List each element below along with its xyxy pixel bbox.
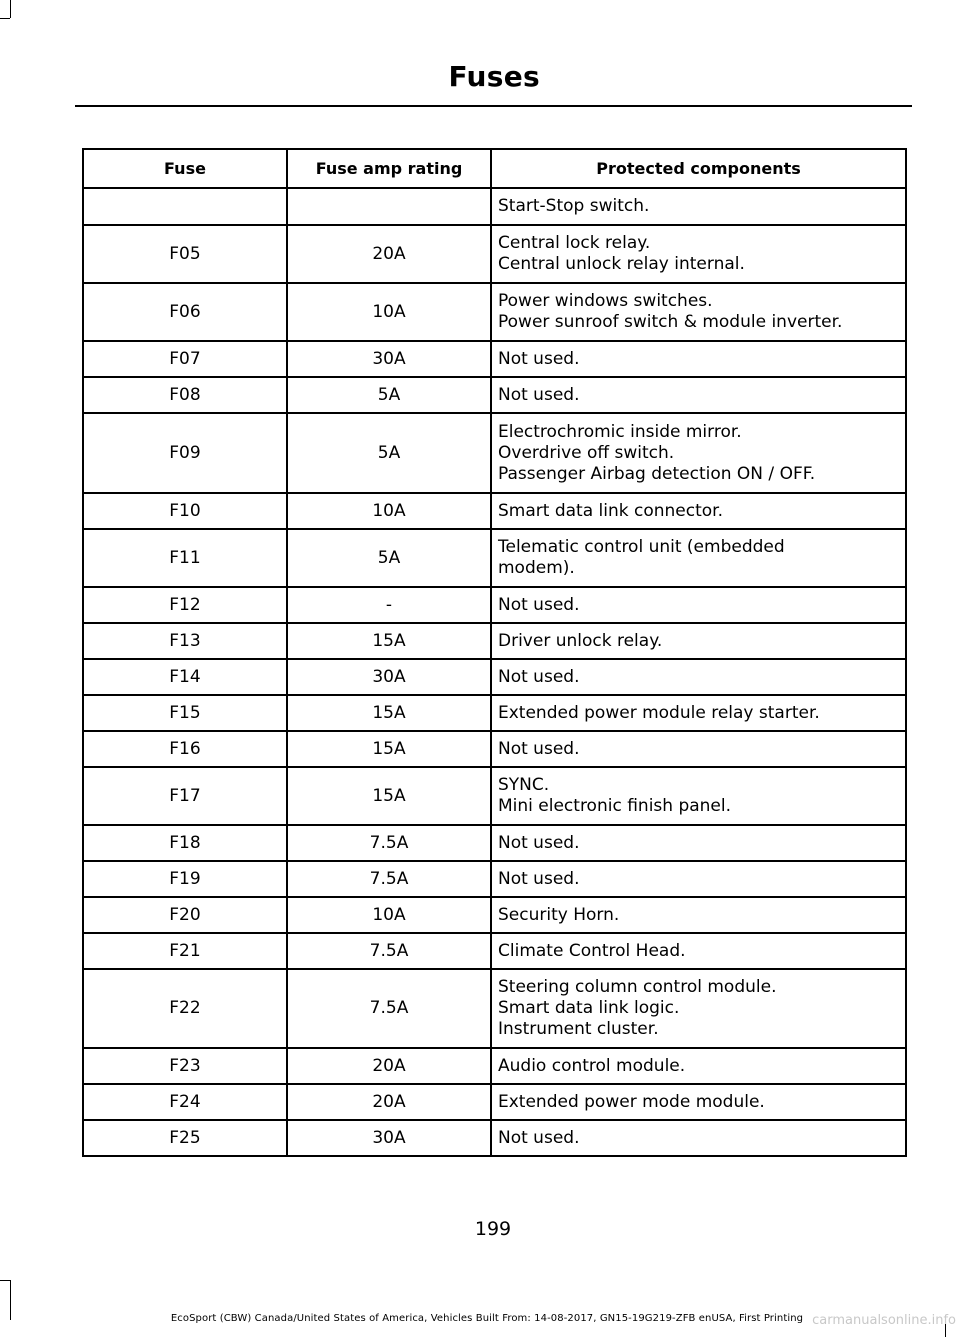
cell-protected-components — [491, 283, 906, 341]
component-line: Climate Control Head. — [498, 940, 686, 961]
component-line: SYNC. — [498, 775, 550, 795]
cell-protected-components — [491, 897, 906, 933]
cell-fuse: F23 — [83, 1048, 287, 1084]
cell-amp-rating: 5A — [287, 413, 491, 493]
cell-protected-components — [491, 529, 906, 587]
table-row — [83, 377, 906, 413]
fuse-table — [82, 148, 907, 1157]
component-line: Power windows switches. — [498, 291, 713, 311]
table-row — [83, 493, 906, 529]
cell-fuse: F08 — [83, 377, 287, 413]
cell-protected-components — [491, 933, 906, 969]
component-line: Central unlock relay internal. — [498, 254, 745, 274]
cell-protected-components — [491, 587, 906, 623]
cell-fuse: F10 — [83, 493, 287, 529]
table-row — [83, 969, 906, 1048]
table-row — [83, 341, 906, 377]
cell-protected-components — [491, 377, 906, 413]
table-row — [83, 825, 906, 861]
table-row — [83, 933, 906, 969]
cell-fuse: F14 — [83, 659, 287, 695]
component-line: Smart data link logic. — [498, 998, 680, 1018]
cell-protected-components — [491, 1120, 906, 1156]
cell-amp-rating: 7.5A — [287, 825, 491, 861]
table-row — [83, 188, 906, 225]
cell-amp-rating: 7.5A — [287, 969, 491, 1048]
cell-fuse: F19 — [83, 861, 287, 897]
component-line: Start-Stop switch. — [498, 196, 650, 216]
component-line: Not used. — [498, 738, 580, 759]
cell-amp-rating: - — [287, 587, 491, 623]
component-line: Extended power mode module. — [498, 1091, 765, 1112]
crop-mark — [0, 18, 10, 19]
table-row — [83, 529, 906, 587]
table-row — [83, 1048, 906, 1084]
cell-amp-rating: 10A — [287, 897, 491, 933]
cell-fuse: F12 — [83, 587, 287, 623]
table-row — [83, 695, 906, 731]
cell-protected-components — [491, 188, 906, 225]
cell-protected-components — [491, 659, 906, 695]
cell-protected-components — [491, 767, 906, 825]
cell-amp-rating: 15A — [287, 731, 491, 767]
cell-protected-components — [491, 341, 906, 377]
cell-protected-components — [491, 493, 906, 529]
cell-fuse: F11 — [83, 529, 287, 587]
cell-amp-rating: 10A — [287, 283, 491, 341]
component-line: Not used. — [498, 384, 580, 405]
table-row — [83, 1084, 906, 1120]
cell-fuse: F24 — [83, 1084, 287, 1120]
cell-protected-components — [491, 1084, 906, 1120]
table-row — [83, 731, 906, 767]
cell-amp-rating: 5A — [287, 377, 491, 413]
cell-fuse: F13 — [83, 623, 287, 659]
footer-text: EcoSport (CBW) Canada/United States of America, Vehicles Built From: 14-08-2017, GN15-19G219-ZFB enUSA, First Printing — [170, 1313, 804, 1324]
cell-fuse — [83, 188, 287, 225]
cell-protected-components — [491, 969, 906, 1048]
cell-amp-rating: 15A — [287, 695, 491, 731]
cell-protected-components — [491, 225, 906, 283]
column-header-amp-rating: Fuse amp rating — [287, 149, 491, 188]
cell-fuse: F05 — [83, 225, 287, 283]
cell-amp-rating: 7.5A — [287, 933, 491, 969]
cell-fuse: F20 — [83, 897, 287, 933]
column-header-fuse: Fuse — [83, 149, 287, 188]
component-line: Not used. — [498, 666, 580, 687]
crop-mark — [10, 0, 11, 18]
component-line: Not used. — [498, 348, 580, 369]
cell-fuse: F18 — [83, 825, 287, 861]
cell-fuse: F21 — [83, 933, 287, 969]
cell-amp-rating — [287, 188, 491, 225]
cell-amp-rating: 10A — [287, 493, 491, 529]
component-line: Passenger Airbag detection ON / OFF. — [498, 463, 816, 484]
cell-protected-components — [491, 623, 906, 659]
cell-amp-rating: 15A — [287, 623, 491, 659]
cell-fuse: F06 — [83, 283, 287, 341]
cell-fuse: F22 — [83, 969, 287, 1048]
component-line: Overdrive off switch. — [498, 442, 675, 463]
watermark: carmanualsonline.info — [812, 1313, 956, 1328]
cell-amp-rating: 7.5A — [287, 861, 491, 897]
cell-amp-rating: 15A — [287, 767, 491, 825]
component-line: Instrument cluster. — [498, 1019, 659, 1039]
cell-amp-rating: 30A — [287, 341, 491, 377]
cell-fuse: F16 — [83, 731, 287, 767]
component-line: Not used. — [498, 832, 580, 853]
table-header-row — [83, 149, 906, 188]
cell-protected-components — [491, 695, 906, 731]
cell-protected-components — [491, 861, 906, 897]
component-line: modem). — [498, 558, 575, 578]
crop-mark — [0, 1280, 10, 1281]
table-row — [83, 1120, 906, 1156]
component-line: Not used. — [498, 868, 580, 889]
page-number: 199 — [474, 1218, 512, 1240]
cell-protected-components — [491, 825, 906, 861]
component-line: Not used. — [498, 594, 580, 615]
table-row — [83, 587, 906, 623]
cell-fuse: F09 — [83, 413, 287, 493]
cell-protected-components — [491, 413, 906, 493]
component-line: Mini electronic finish panel. — [498, 796, 732, 816]
component-line: Smart data link connector. — [498, 500, 723, 521]
column-header-protected-components: Protected components — [491, 149, 906, 188]
table-row — [83, 225, 906, 283]
component-line: Power sunroof switch & module inverter. — [498, 312, 843, 332]
table-row — [83, 659, 906, 695]
cell-fuse: F15 — [83, 695, 287, 731]
table-row — [83, 283, 906, 341]
page-title: Fuses — [448, 60, 540, 93]
cell-fuse: F07 — [83, 341, 287, 377]
component-line: Driver unlock relay. — [498, 630, 663, 651]
cell-amp-rating: 5A — [287, 529, 491, 587]
cell-amp-rating: 20A — [287, 1048, 491, 1084]
cell-amp-rating: 20A — [287, 1084, 491, 1120]
component-line: Central lock relay. — [498, 233, 651, 253]
cell-amp-rating: 30A — [287, 1120, 491, 1156]
cell-fuse: F17 — [83, 767, 287, 825]
component-line: Security Horn. — [498, 904, 620, 925]
component-line: Not used. — [498, 1127, 580, 1148]
cell-amp-rating: 30A — [287, 659, 491, 695]
component-line: Extended power module relay starter. — [498, 702, 820, 723]
table-row — [83, 861, 906, 897]
table-row — [83, 623, 906, 659]
header-divider — [75, 105, 912, 107]
component-line: Electrochromic inside mirror. — [498, 421, 742, 442]
cell-protected-components — [491, 1048, 906, 1084]
component-line: Audio control module. — [498, 1055, 686, 1076]
table-row — [83, 767, 906, 825]
table-row — [83, 897, 906, 933]
cell-protected-components — [491, 731, 906, 767]
component-line: Telematic control unit (embedded — [498, 537, 785, 557]
table-body — [83, 188, 906, 1156]
cell-amp-rating: 20A — [287, 225, 491, 283]
component-line: Steering column control module. — [498, 977, 777, 997]
cell-fuse: F25 — [83, 1120, 287, 1156]
table-row — [83, 413, 906, 493]
